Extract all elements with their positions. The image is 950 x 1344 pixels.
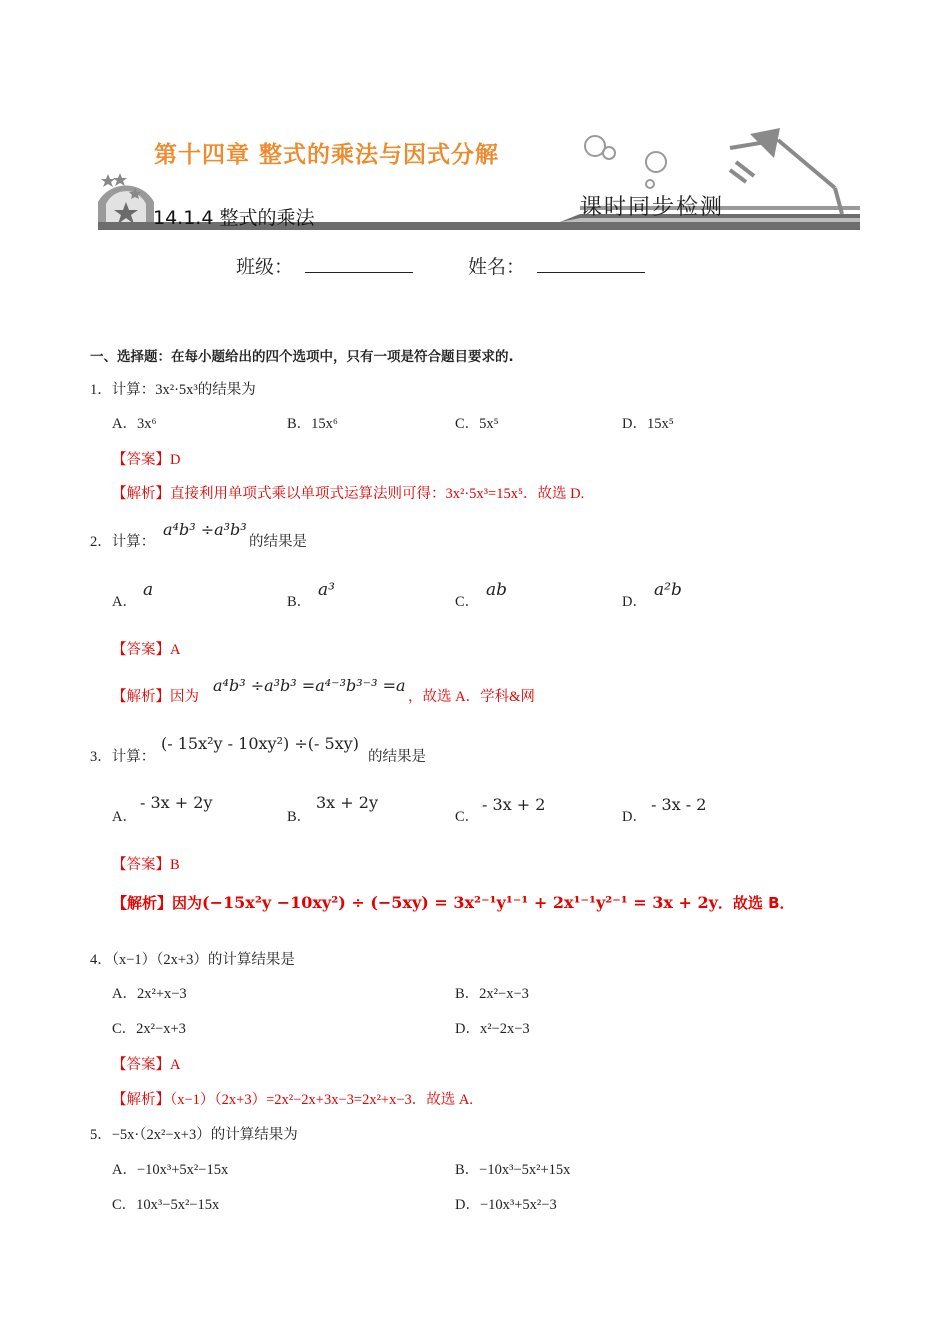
answer-value: A	[170, 642, 181, 658]
option-c[interactable]: C．	[455, 809, 480, 825]
analysis-expression: a⁴b³ ÷a³b³ =a⁴⁻³b³⁻³ =a	[213, 676, 406, 695]
option-d[interactable]: D．15x⁵	[622, 416, 674, 432]
option-a-expression: - 3x + 2y	[140, 793, 213, 812]
option-b-expression: 3x + 2y	[316, 793, 378, 812]
analysis-tag: 【解析】	[112, 1092, 170, 1108]
answer-tag: 【答案】	[112, 857, 170, 873]
question-1	[90, 380, 256, 400]
analysis-pre: 因为	[172, 894, 203, 912]
name-field[interactable]	[537, 252, 645, 273]
option-c-expression: ab	[486, 580, 508, 600]
question-3	[90, 747, 155, 767]
question-expression: 3x²·5x³	[155, 382, 198, 398]
option-d[interactable]: D．x²−2x−3	[455, 1021, 530, 1037]
option-a[interactable]: A．3x⁶	[112, 416, 157, 432]
option-c[interactable]: C．	[455, 594, 480, 610]
answer-line	[112, 640, 180, 660]
class-field[interactable]	[305, 252, 413, 273]
analysis-line	[112, 687, 199, 707]
option-b[interactable]: B．−10x³−5x²+15x	[455, 1162, 571, 1178]
question-4	[90, 950, 295, 970]
question-5	[90, 1125, 298, 1145]
question-prefix: 计算：	[111, 749, 156, 765]
analysis-line	[112, 484, 584, 504]
analysis-tag: 【解析】	[112, 486, 170, 502]
question-number: 4．	[90, 952, 112, 968]
question-2	[90, 532, 155, 552]
option-a[interactable]: A．2x²+x−3	[112, 986, 187, 1002]
star-badge-icon	[98, 173, 154, 230]
analysis-pre: 因为	[170, 689, 199, 705]
option-d[interactable]: D．	[622, 594, 647, 610]
question-number: 2．	[90, 534, 112, 550]
option-b[interactable]: B．	[287, 809, 312, 825]
answer-line	[112, 855, 180, 875]
option-d-expression: a²b	[654, 580, 682, 600]
question-number: 3．	[90, 749, 112, 765]
analysis-line	[112, 1090, 473, 1110]
option-d[interactable]: D．−10x³+5x²−3	[455, 1197, 557, 1213]
name-label: 姓名：	[468, 256, 526, 278]
answer-value: A	[170, 1057, 181, 1073]
chapter-title: 第十四章 整式的乘法与因式分解	[154, 142, 500, 168]
question-suffix: 的结果是	[249, 534, 307, 550]
question-suffix: 的结果是	[368, 749, 426, 765]
bubbles-icon	[585, 136, 666, 188]
option-b[interactable]: B．2x²−x−3	[455, 986, 529, 1002]
analysis-line	[112, 892, 795, 913]
analysis-text: 直接利用单项式乘以单项式运算法则可得：3x²·5x³=15x⁵．故选 D.	[170, 486, 585, 502]
question-stem: −5x·（2x²−x+3）的计算结果为	[111, 1127, 298, 1143]
question-number: 5．	[90, 1127, 112, 1143]
analysis-post: ．故选 B．	[717, 894, 795, 912]
option-d-expression: - 3x - 2	[651, 795, 707, 814]
analysis-post: ，故选 A．学科&网	[408, 689, 535, 705]
analysis-text: （x−1）（2x+3）=2x²−2x+3x−3=2x²+x−3．故选 A.	[170, 1092, 474, 1108]
option-b-expression: a³	[318, 580, 335, 600]
question-prefix: 计算：	[111, 534, 156, 550]
option-a[interactable]: A．	[112, 594, 137, 610]
answer-tag: 【答案】	[112, 452, 170, 468]
option-c-expression: - 3x + 2	[482, 795, 546, 814]
analysis-expression: (−15x²y −10xy²) ÷ (−5xy) = 3x²⁻¹y¹⁻¹ + 2x¹⁻¹y²⁻¹ = 3x + 2y	[202, 893, 718, 912]
question-stem: （x−1）（2x+3）的计算结果是	[111, 952, 295, 968]
section-title: 14.1.4 整式的乘法	[153, 207, 315, 229]
question-number: 1．	[90, 382, 112, 398]
analysis-tag: 【解析】	[112, 894, 173, 912]
answer-line	[112, 1055, 180, 1075]
answer-tag: 【答案】	[112, 1057, 170, 1073]
desk-lamp-icon	[730, 128, 842, 214]
analysis-tag: 【解析】	[112, 689, 170, 705]
option-b[interactable]: B．	[287, 594, 312, 610]
option-a[interactable]: A．	[112, 809, 137, 825]
answer-tag: 【答案】	[112, 642, 170, 658]
option-a-expression: a	[143, 580, 154, 600]
part-one-heading: 一、选择题：在每小题给出的四个选项中，只有一项是符合题目要求的.	[90, 349, 514, 365]
question-suffix: 的结果为	[197, 382, 256, 398]
answer-value: B	[170, 857, 180, 873]
option-b[interactable]: B．15x⁶	[287, 416, 338, 432]
question-expression: (- 15x²y - 10xy²) ÷(- 5xy)	[161, 734, 359, 753]
answer-line	[112, 450, 180, 470]
option-c[interactable]: C．5x⁵	[455, 416, 499, 432]
option-a[interactable]: A．−10x³+5x²−15x	[112, 1162, 229, 1178]
question-prefix: 计算：	[111, 382, 156, 398]
option-c[interactable]: C．2x²−x+3	[112, 1021, 186, 1037]
option-d[interactable]: D．	[622, 809, 647, 825]
class-label: 班级：	[236, 256, 294, 278]
question-expression: a⁴b³ ÷a³b³	[163, 520, 247, 539]
sync-label: 课时同步检测	[580, 195, 725, 220]
option-c[interactable]: C．10x³−5x²−15x	[112, 1197, 220, 1213]
answer-value: D	[170, 452, 181, 468]
